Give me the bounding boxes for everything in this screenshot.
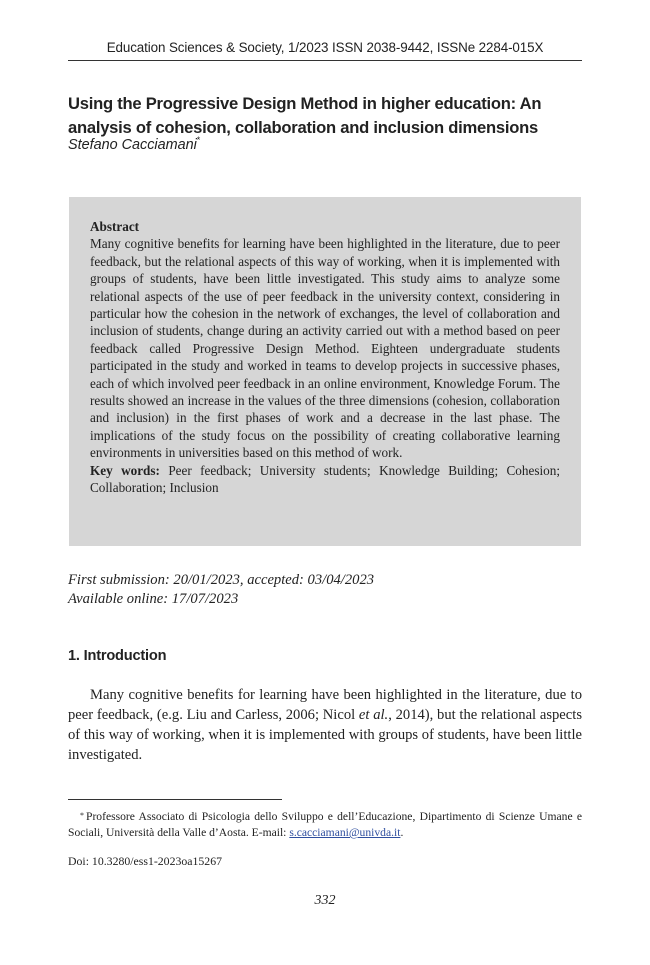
page-number: 332 [314, 893, 336, 908]
online-date: Available online: 17/07/2023 [68, 591, 239, 607]
intro-text-emphasis: et al. [358, 707, 389, 723]
author-email-link[interactable]: s.cacciamani@univda.it [289, 826, 401, 839]
section-heading-introduction: 1. Introduction [68, 648, 167, 664]
footnote-end: . [400, 826, 404, 839]
intro-text-start: Many cognitive benefits for learning have been highlighted in the literature, due to peer feedback, (e.g. Liu and Carless, 2006; Nicol [68, 687, 582, 723]
author-name: Stefano Cacciamani [68, 137, 197, 153]
header-rule [68, 60, 582, 61]
footnote [68, 809, 582, 841]
publication-dates [68, 571, 374, 609]
author-footnote-mark[interactable]: * [196, 135, 201, 145]
abstract-content [90, 218, 560, 497]
footnote-text: Professore Associato di Psicologia dello Sviluppo e dell’Educazione, Dipartimento di Scienze Umane e Sociali, Università della Valle d’Aosta. E-mail: [68, 810, 582, 839]
abstract-text: Many cognitive benefits for learning have been highlighted in the literature, due to peer feedback, but the relational aspects of this way of working, when it is implemented with groups of students, have been little investigated. This study aims to analyze some relational aspects of the use of peer feedback in the university context, considering in particular how the cohesion in the network of exchanges, the level of collaboration and inclusion of students, change during an activity carried out with a method based on peer feedback called Progressive Design Method. Eighteen undergraduate students participated in the study and worked in teams to develop projects in successive phases, each of which involved peer feedback in an online environment, Knowledge Forum. The results showed an increase in the values of the three dimensions (cohesion, collaboration and inclusion) in the first phases of work and a decrease in the last phase. The implications of the study focus on the possibility of creating collaborative learning environments in universities based on this method of work. [90, 236, 560, 461]
doi-line[interactable]: Doi: 10.3280/ess1-2023oa15267 [68, 854, 223, 868]
article-title: Using the Progressive Design Method in higher education: An analysis of cohesion, collaboration and inclusion dimensions [68, 94, 542, 137]
keywords-label: Key words: [90, 462, 160, 478]
submission-date: First submission: 20/01/2023, accepted: 03/04/2023 [68, 572, 375, 588]
footnote-rule [68, 799, 282, 800]
running-head: Education Sciences & Society, 1/2023 ISSN 2038-9442, ISSNe 2284-015X [106, 40, 544, 55]
keywords-text: Peer feedback; University students; Knowledge Building; Cohesion; Collaboration; Inclusion [90, 462, 560, 496]
footnote-mark: * [80, 811, 84, 820]
intro-text-end: , 2014), but the relational aspects of this way of working, when it is implemented with groups of students, have been little investigated. [68, 707, 582, 763]
author-line [68, 137, 200, 153]
introduction-paragraph [68, 685, 582, 765]
abstract-box [69, 197, 581, 546]
abstract-heading: Abstract [90, 219, 140, 234]
